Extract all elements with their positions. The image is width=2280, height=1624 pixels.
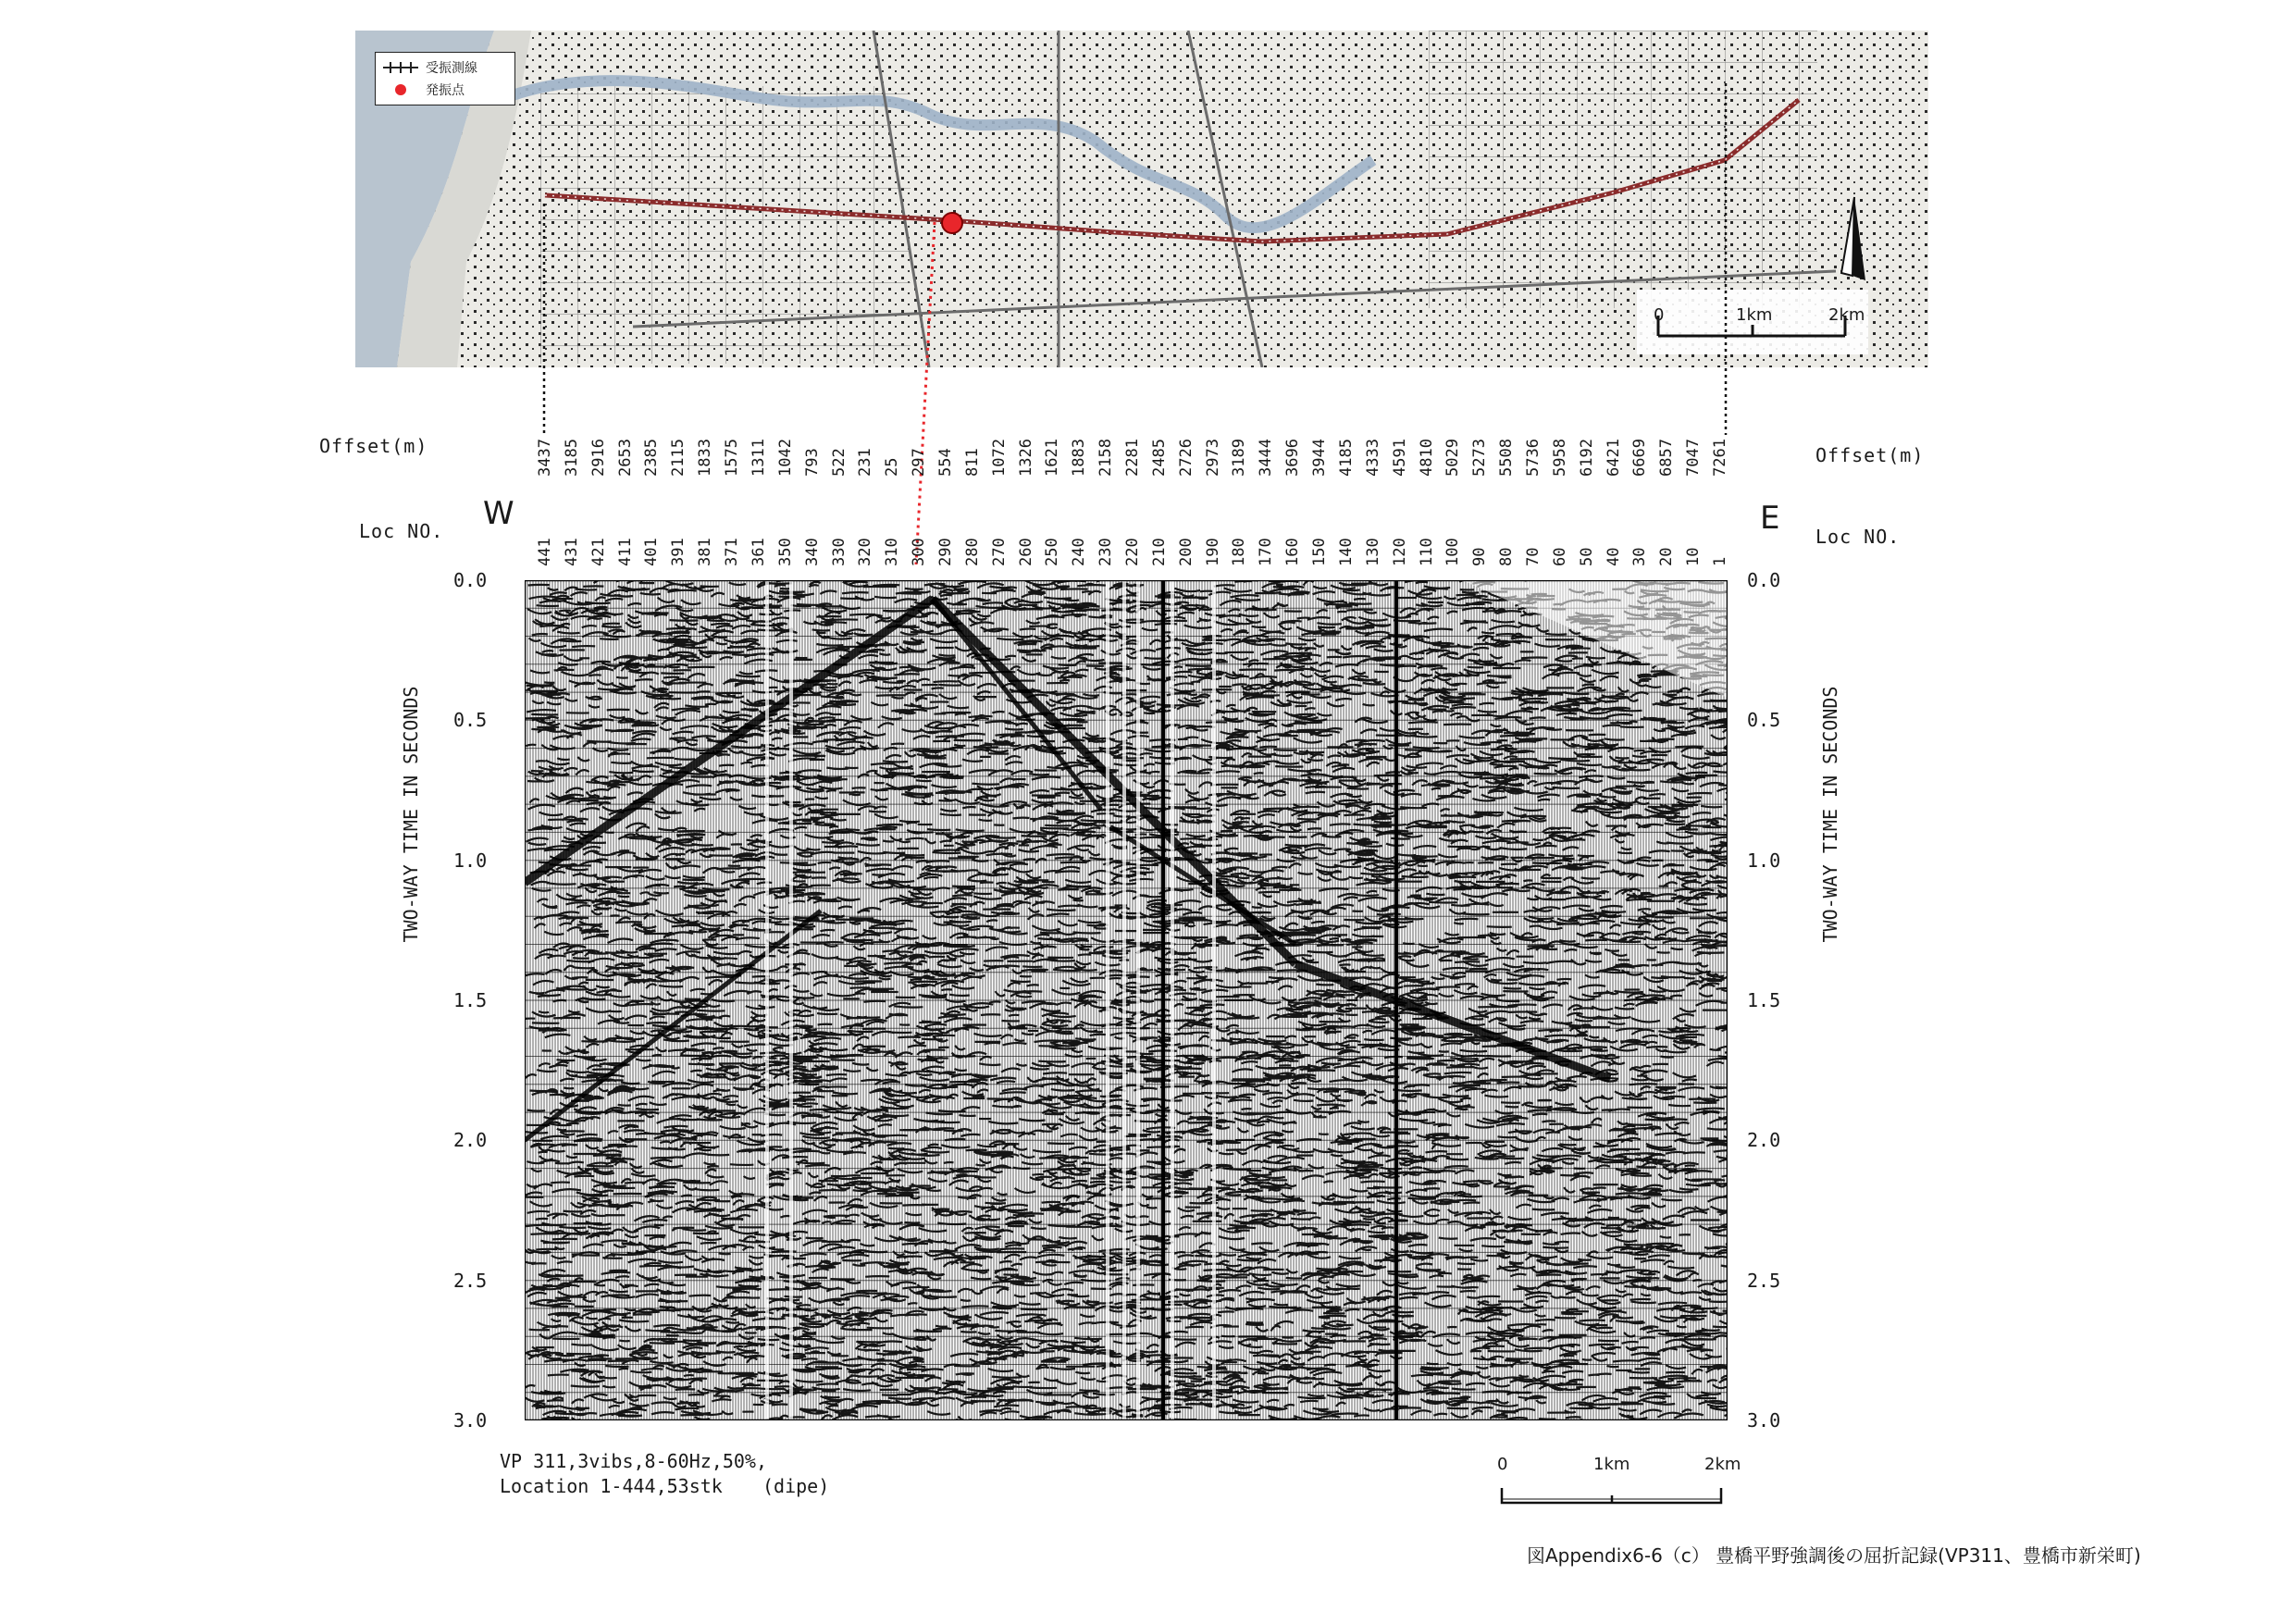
loc-label: 290 xyxy=(936,538,955,566)
loc-label: 20 xyxy=(1657,547,1677,566)
acquisition-params-note: (dipe) xyxy=(762,1475,830,1497)
section-scale-tick-2km: 2km xyxy=(1704,1455,1741,1474)
loc-label: 371 xyxy=(723,538,742,566)
offset-label: 2385 xyxy=(642,439,662,477)
strong-trace xyxy=(1394,580,1398,1420)
loc-label: 421 xyxy=(589,538,608,566)
time-tick-left: 0.5 xyxy=(453,709,488,732)
offset-label: 4810 xyxy=(1417,439,1436,477)
loc-label: 320 xyxy=(856,538,875,566)
loc-label: 80 xyxy=(1497,547,1517,566)
offset-label: 793 xyxy=(802,448,822,477)
loc-label: 1 xyxy=(1711,556,1729,566)
offset-label: 2726 xyxy=(1176,439,1196,477)
loc-label: 230 xyxy=(1097,538,1116,566)
loc-label: 391 xyxy=(669,538,688,566)
offset-label: 297 xyxy=(910,448,929,477)
offset-label: 2973 xyxy=(1203,439,1222,477)
offset-label: 1311 xyxy=(749,439,768,477)
loc-label: 340 xyxy=(802,538,822,566)
map-section-connectors xyxy=(0,0,2280,592)
east-label: E xyxy=(1760,500,1780,537)
offset-label: 3444 xyxy=(1257,439,1276,477)
loc-label: 250 xyxy=(1043,538,1062,566)
offset-label: 2916 xyxy=(589,439,608,477)
time-tick-left: 1.0 xyxy=(453,849,488,872)
loc-label: 50 xyxy=(1577,547,1596,566)
offset-label: 2485 xyxy=(1149,439,1169,477)
time-tick-left: 2.5 xyxy=(453,1269,488,1292)
dead-trace xyxy=(1122,580,1126,1420)
loc-label: 330 xyxy=(829,538,849,566)
loc-label: 150 xyxy=(1310,538,1330,566)
offset-label: 4333 xyxy=(1363,439,1382,477)
loc-label: 350 xyxy=(775,538,795,566)
loc-label: 130 xyxy=(1363,538,1382,566)
offset-label: 2158 xyxy=(1097,439,1116,477)
section-scale-bar xyxy=(1499,1455,1740,1506)
loc-label: 200 xyxy=(1176,538,1196,566)
offset-label: 3437 xyxy=(536,439,554,477)
offset-label: 2115 xyxy=(669,439,688,477)
loc-label: 411 xyxy=(615,538,635,566)
time-tick-right: 1.5 xyxy=(1747,989,1781,1011)
loc-label: 170 xyxy=(1257,538,1276,566)
offset-label: 7261 xyxy=(1711,439,1729,477)
loc-label: 120 xyxy=(1390,538,1409,566)
time-tick-right: 2.5 xyxy=(1747,1269,1781,1292)
map-scale-tick-1km: 1km xyxy=(1736,305,1773,325)
loc-label: 110 xyxy=(1417,538,1436,566)
offset-label: 4185 xyxy=(1336,439,1356,477)
offset-label: 5273 xyxy=(1470,439,1490,477)
loc-label: 90 xyxy=(1470,547,1490,566)
time-tick-right: 0.5 xyxy=(1747,709,1781,732)
seismic-traces xyxy=(525,580,1728,1420)
offset-label: 7047 xyxy=(1684,439,1704,477)
offset-label: 4591 xyxy=(1390,439,1409,477)
offset-label: 6857 xyxy=(1657,439,1677,477)
loc-label: 361 xyxy=(749,538,768,566)
loc-label: 270 xyxy=(989,538,1009,566)
offset-label: 6192 xyxy=(1577,439,1596,477)
dead-trace xyxy=(765,580,769,1420)
offset-label: 2653 xyxy=(615,439,635,477)
loc-label: 240 xyxy=(1070,538,1089,566)
figure-caption: 図Appendix6-6（c） 豊橋平野強調後の屈折記録(VP311、豊橋市新栄町) xyxy=(1527,1544,2141,1567)
legend-label-survey-line: 受振測線 xyxy=(426,61,477,76)
loc-label: 401 xyxy=(642,538,662,566)
dead-trace xyxy=(1171,580,1174,1420)
dead-trace xyxy=(789,580,793,1420)
offset-label: 5508 xyxy=(1497,439,1517,477)
loc-label: 10 xyxy=(1684,547,1704,566)
offset-label: 3944 xyxy=(1310,439,1330,477)
strong-trace xyxy=(1161,580,1165,1420)
loc-label: 210 xyxy=(1149,538,1169,566)
dead-trace xyxy=(1136,580,1140,1420)
loc-label: 40 xyxy=(1604,547,1623,566)
loc-label: 160 xyxy=(1283,538,1303,566)
time-tick-left: 1.5 xyxy=(453,989,488,1011)
acquisition-params-line1: VP 311,3vibs,8-60Hz,50%, xyxy=(500,1450,767,1472)
offset-label-right: Offset(m) xyxy=(1815,444,1925,466)
loc-label: 190 xyxy=(1203,538,1222,566)
time-tick-left: 0.0 xyxy=(453,569,488,591)
offset-label: 554 xyxy=(936,448,955,477)
loc-label: 60 xyxy=(1550,547,1569,566)
offset-label: 1072 xyxy=(989,439,1009,477)
offset-label: 5029 xyxy=(1444,439,1463,477)
loc-label: 30 xyxy=(1630,547,1650,566)
offset-label: 1575 xyxy=(723,439,742,477)
loc-label: 310 xyxy=(883,538,902,566)
time-tick-right: 3.0 xyxy=(1747,1409,1781,1432)
section-scale-tick-1km: 1km xyxy=(1593,1455,1630,1474)
time-axis-title-right: TWO-WAY TIME IN SECONDS xyxy=(1819,686,1841,943)
loc-label-right: Loc NO. xyxy=(1815,526,1901,548)
time-tick-right: 0.0 xyxy=(1747,569,1781,591)
offset-label: 3189 xyxy=(1230,439,1249,477)
offset-label: 2281 xyxy=(1123,439,1142,477)
loc-label: 300 xyxy=(910,538,929,566)
offset-label: 811 xyxy=(962,448,982,477)
section-scale-tick-0: 0 xyxy=(1497,1455,1508,1474)
loc-label: 70 xyxy=(1523,547,1543,566)
west-label: W xyxy=(483,495,514,532)
offset-label: 1833 xyxy=(696,439,715,477)
offset-label: 1042 xyxy=(775,439,795,477)
offset-label: 1326 xyxy=(1016,439,1035,477)
loc-label: 260 xyxy=(1016,538,1035,566)
loc-label-left: Loc NO. xyxy=(359,520,444,542)
loc-label: 140 xyxy=(1336,538,1356,566)
offset-label: 3696 xyxy=(1283,439,1303,477)
loc-label: 220 xyxy=(1123,538,1142,566)
offset-label: 1883 xyxy=(1070,439,1089,477)
loc-label: 441 xyxy=(536,538,554,566)
loc-label: 431 xyxy=(562,538,581,566)
offset-label: 1621 xyxy=(1043,439,1062,477)
offset-label: 6421 xyxy=(1604,439,1623,477)
offset-label: 3185 xyxy=(562,439,581,477)
time-axis-title-left: TWO-WAY TIME IN SECONDS xyxy=(400,686,422,943)
offset-label: 5958 xyxy=(1550,439,1569,477)
loc-label: 381 xyxy=(696,538,715,566)
offset-label: 5736 xyxy=(1523,439,1543,477)
loc-label: 180 xyxy=(1230,538,1249,566)
seismic-record xyxy=(525,580,1728,1420)
offset-label: 522 xyxy=(829,448,849,477)
map-scale-tick-0: 0 xyxy=(1654,305,1665,325)
dead-trace xyxy=(1212,580,1216,1420)
map-scale-tick-2km: 2km xyxy=(1828,305,1865,325)
offset-label: 6669 xyxy=(1630,439,1650,477)
time-tick-right: 2.0 xyxy=(1747,1129,1781,1152)
offset-label: 231 xyxy=(856,448,875,477)
offset-label: 25 xyxy=(883,457,902,477)
loc-label: 100 xyxy=(1444,538,1463,566)
time-tick-right: 1.0 xyxy=(1747,849,1781,872)
time-tick-left: 2.0 xyxy=(453,1129,488,1152)
offset-label-left: Offset(m) xyxy=(319,435,428,457)
acquisition-params-line2: Location 1-444,53stk xyxy=(500,1475,723,1497)
dead-trace xyxy=(1106,580,1109,1420)
loc-label: 280 xyxy=(962,538,982,566)
legend-label-shot-point: 発振点 xyxy=(426,83,465,98)
time-tick-left: 3.0 xyxy=(453,1409,488,1432)
